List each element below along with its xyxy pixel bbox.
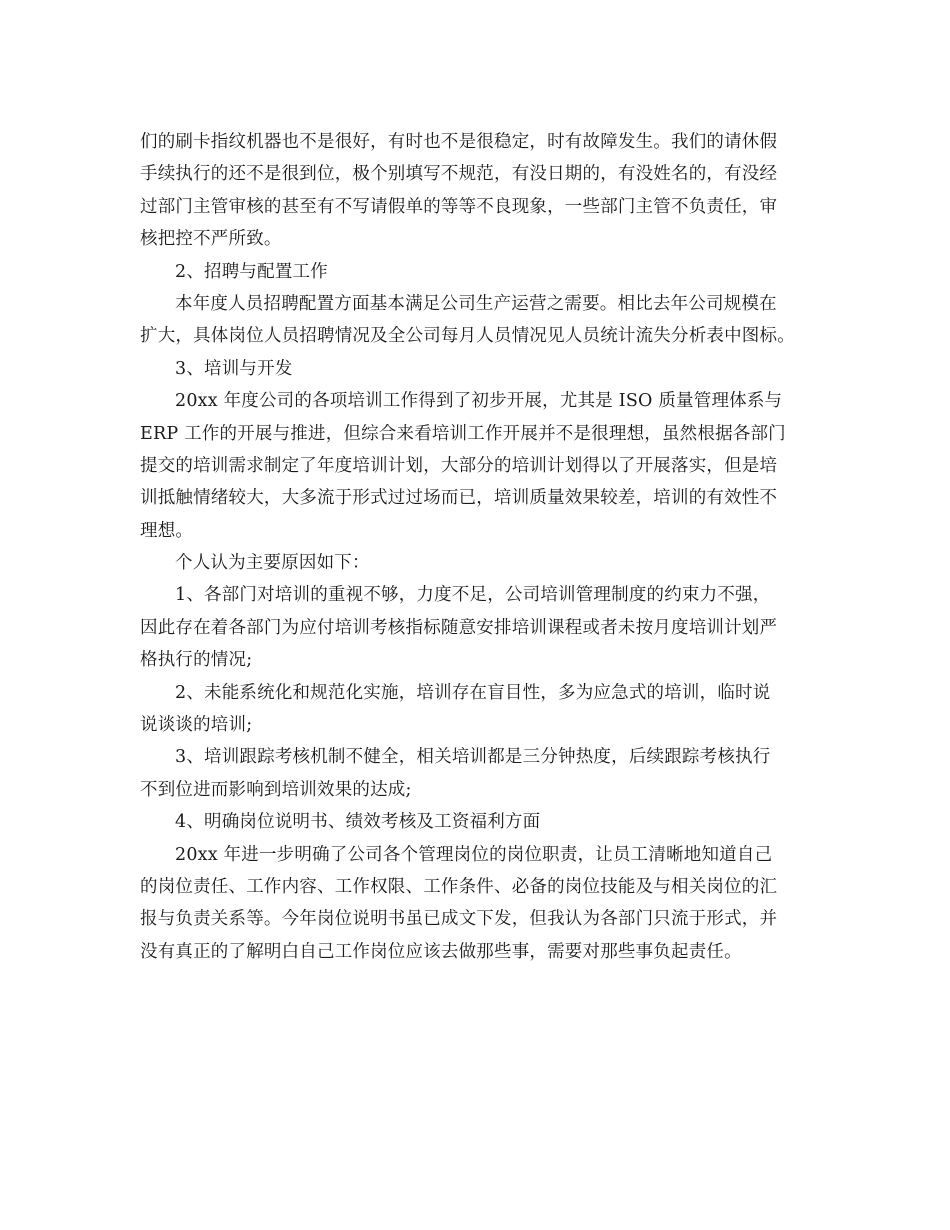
- text-line: 手续执行的还不是很到位，极个别填写不规范，有没日期的，有没姓名的，有没经: [140, 164, 778, 185]
- text-line: 说谈谈的培训;: [140, 715, 253, 736]
- text-line: 核把控不严所致。: [140, 229, 282, 250]
- section-heading-job-description: 4、明确岗位说明书、绩效考核及工资福利方面: [175, 812, 541, 833]
- list-item-reason-3: 3、培训跟踪考核机制不健全，相关培训都是三分钟热度，后续跟踪考核执行: [175, 747, 771, 768]
- list-item-reason-2: 2、未能系统化和规范化实施，培训存在盲目性，多为应急式的培训，临时说: [175, 682, 771, 703]
- text-line: 的岗位责任、工作内容、工作权限、工作条件、必备的岗位技能及与相关岗位的汇: [140, 876, 778, 897]
- document-body: [140, 126, 830, 968]
- text-line: 扩大，具体岗位人员招聘情况及全公司每月人员情况见人员统计流失分析表中图标。: [140, 326, 795, 347]
- text-line: 20xx 年进一步明确了公司各个管理岗位的岗位职责，让员工清晰地知道自己: [175, 844, 773, 865]
- text-line: 不到位进而影响到培训效果的达成;: [140, 779, 412, 800]
- text-line: 20xx 年度公司的各项培训工作得到了初步开展，尤其是 ISO 质量管理体系与: [175, 391, 783, 412]
- section-heading-training: 3、培训与开发: [175, 358, 293, 379]
- text-line: ERP 工作的开展与推进，但综合来看培训工作开展并不是很理想，虽然根据各部门: [140, 423, 786, 444]
- text-line: 理想。: [140, 520, 194, 541]
- list-item-reason-1: 1、各部门对培训的重视不够，力度不足，公司培训管理制度的约束力不强，: [175, 585, 771, 606]
- section-heading-recruitment: 2、招聘与配置工作: [175, 261, 328, 282]
- text-line: 们的刷卡指纹机器也不是很好，有时也不是很稳定，时有故障发生。我们的请休假: [140, 132, 778, 152]
- text-line: 报与负责关系等。今年岗位说明书虽已成文下发，但我认为各部门只流于形式，并: [140, 909, 778, 930]
- text-line: 过部门主管审核的甚至有不写请假单的等等不良现象，一些部门主管不负责任，审: [140, 196, 778, 217]
- text-line: 没有真正的了解明白自己工作岗位应该去做那些事，需要对那些事负起责任。: [140, 941, 742, 962]
- text-line: 本年度人员招聘配置方面基本满足公司生产运营之需要。相比去年公司规模在: [175, 293, 777, 314]
- text-line: 因此存在着各部门为应付培训考核指标随意安排培训课程或者未按月度培训计划严: [140, 617, 778, 638]
- text-line: 格执行的情况;: [140, 650, 253, 671]
- text-line: 个人认为主要原因如下：: [175, 553, 370, 574]
- text-line: 训抵触情绪较大，大多流于形式过过场而已，培训质量效果较差，培训的有效性不: [140, 488, 778, 509]
- text-line: 提交的培训需求制定了年度培训计划，大部分的培训计划得以了开展落实，但是培: [140, 455, 778, 476]
